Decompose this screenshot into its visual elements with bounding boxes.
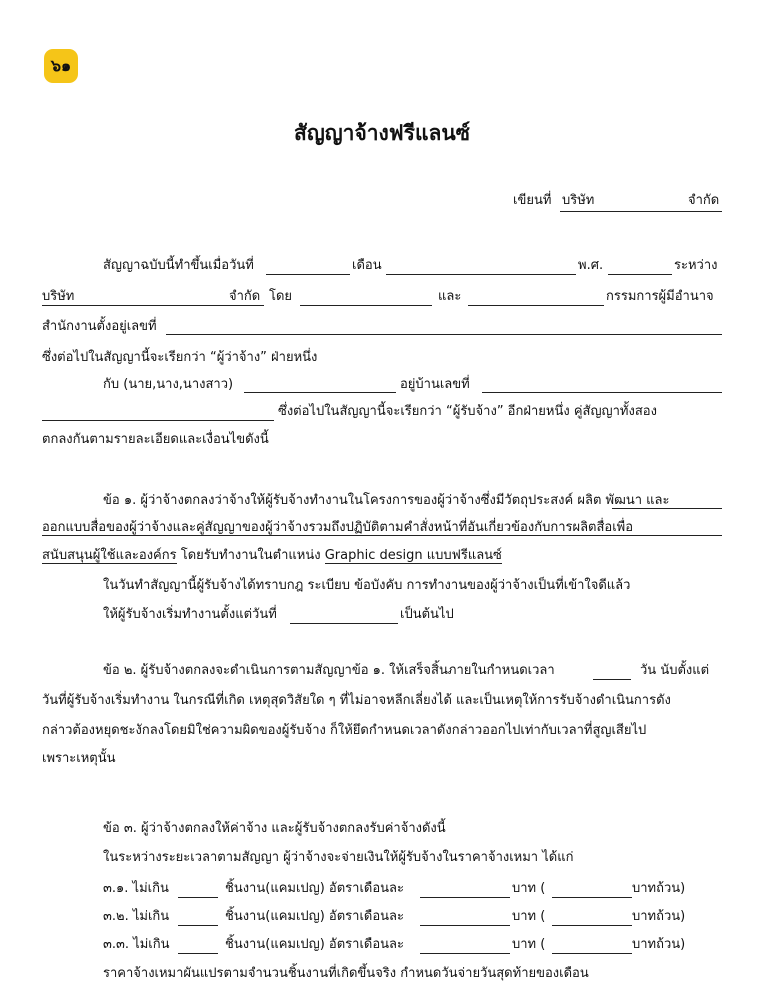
brand-logo: ๖๑ [44,49,78,83]
house-number-label: อยู่บ้านเลขที่ [400,377,470,392]
clause2-line3: กล่าวต้องหยุดชะงักลงโดยมิใช่ความผิดของผู้รับจ้าง ก็ให้ยึดกำหนดเวลาดังกล่าวออกไปเท่ากับเวลาที่สูญเสียไป [42,723,647,738]
contractor-name-field[interactable] [244,392,396,393]
clause2-line2: วันที่ผู้รับจ้างเริ่มทำงาน ในกรณีที่เกิด เหตุสุดวิสัยใด ๆ ที่ไม่อาจหลีกเลี่ยงได้ และเป็นเหตุให้การรับจ้างดำเนินการดัง [42,693,671,708]
item2-words-field[interactable] [552,925,632,926]
clause3-item2-baht: บาท ( [512,909,546,924]
clause1-line2: ออกแบบสื่อของผู้ว่าจ้างและคู่สัญญาของผู้ว่าจ้างรวมถึงปฏิบัติตามคำสั่งหน้าที่อันเกี่ยวข้องกับการผลิตสื่อเพื่อ [42,520,634,535]
item1-pieces-field[interactable] [178,897,218,898]
clause2-days-label: วัน นับตั้งแต่ [640,663,710,678]
clause3-item3-close: บาทถ้วน) [632,937,686,952]
company-suffix-2: จำกัด [229,289,261,304]
clause1-line3 [42,547,502,565]
office-address-label: สำนักงานตั้งอยู่เลขที่ [42,319,157,334]
clause3-item3-unit: ชิ้นงาน(แคมเปญ) อัตราเดือนละ [225,937,404,952]
month-label: เดือน [352,258,382,273]
clause1-onwards: เป็นต้นไป [400,607,454,622]
year-label: พ.ศ. [578,258,604,273]
item3-words-field[interactable] [552,953,632,954]
clause3-item2-unit: ชิ้นงาน(แคมเปญ) อัตราเดือนละ [225,909,404,924]
authorized-director-label: กรรมการผู้มีอำนาจ [606,289,714,304]
contractor-title-label: กับ (นาย,นาง,นางสาว) [103,377,234,392]
clause3-line1: ข้อ ๓. ผู้ว่าจ้างตกลงให้ค่าจ้าง และผู้รับจ้างตกลงรับค่าจ้างดังนี้ [103,821,446,836]
between-label: ระหว่าง [674,258,718,273]
terms-intro: ตกลงกันตามรายละเอียดและเงื่อนไขดังนี้ [42,432,269,447]
clause1-purpose-underline [612,508,722,509]
clause1-position-text: โดยรับทำงานในตำแหน่ง [176,548,325,563]
director-1-field[interactable] [300,305,432,306]
item1-words-field[interactable] [552,897,632,898]
document-title: สัญญาจ้างฟรีแลนซ์ [294,121,470,145]
clause1-support-text: สนับสนุนผู้ใช้และองค์กร [42,548,177,563]
intro-date-label: สัญญาฉบับนี้ทำขึ้นเมื่อวันที่ [103,258,254,273]
by-label: โดย [269,289,293,304]
day-field[interactable] [266,274,350,275]
contractor-address-field[interactable] [42,420,274,421]
year-field[interactable] [608,274,672,275]
start-date-field[interactable] [290,623,398,624]
item2-pieces-field[interactable] [178,925,218,926]
clause3-item1-baht: บาท ( [512,881,546,896]
item1-rate-field[interactable] [420,897,510,898]
item2-rate-field[interactable] [420,925,510,926]
clause3-line2: ในระหว่างระยะเวลาตามสัญญา ผู้ว่าจ้างจะจ่ายเงินให้ผู้รับจ้างในราคาจ้างเหมา ได้แก่ [103,850,574,865]
employer-definition: ซึ่งต่อไปในสัญญานี้จะเรียกว่า “ผู้ว่าจ้าง” ฝ่ายหนึ่ง [42,350,318,365]
item3-rate-field[interactable] [420,953,510,954]
office-address-field[interactable] [166,334,722,335]
company-name-field[interactable] [560,211,722,212]
clause1-position-value: Graphic design แบบฟรีแลนซ์ [324,548,502,563]
clause3-item2-close: บาทถ้วน) [632,909,686,924]
house-number-field[interactable] [482,392,722,393]
clause3-line6: ราคาจ้างเหมาผันแปรตามจำนวนชิ้นงานที่เกิดขึ้นจริง กำหนดวันจ่ายวันสุดท้ายของเดือน [103,966,589,981]
clause3-item1-close: บาทถ้วน) [632,881,686,896]
clause3-item2-no: ๓.๒. ไม่เกิน [103,909,170,924]
and-label: และ [438,289,462,304]
company-prefix: บริษัท [562,193,595,208]
clause3-item1-no: ๓.๑. ไม่เกิน [103,881,169,896]
clause3-item3-no: ๓.๓. ไม่เกิน [103,937,170,952]
clause1-line2-underline [42,535,722,536]
clause3-item3-baht: บาท ( [512,937,546,952]
clause1-start-label: ให้ผู้รับจ้างเริ่มทำงานตั้งแต่วันที่ [103,607,277,622]
clause2-line4: เพราะเหตุนั้น [42,751,116,766]
month-field[interactable] [386,274,576,275]
clause3-item1-unit: ชิ้นงาน(แคมเปญ) อัตราเดือนละ [225,881,404,896]
company-suffix: จำกัด [688,193,720,208]
company-prefix-2: บริษัท [42,289,75,304]
duration-days-field[interactable] [593,679,631,680]
written-at-label: เขียนที่ [513,193,552,208]
clause1-line1: ข้อ ๑. ผู้ว่าจ้างตกลงว่าจ้างให้ผู้รับจ้างทำงานในโครงการของผู้ว่าจ้างซึ่งมีวัตถุประสงค์ ผลิต พัฒนา และ [103,493,670,508]
clause2-line1: ข้อ ๒. ผู้รับจ้างตกลงจะดำเนินการตามสัญญาข้อ ๑. ให้เสร็จสิ้นภายในกำหนดเวลา [103,663,555,678]
director-2-field[interactable] [468,305,604,306]
clause1-line4: ในวันทำสัญญานี้ผู้รับจ้างได้ทราบกฎ ระเบียบ ข้อบังคับ การทำงานของผู้ว่าจ้างเป็นที่เข้าใจดีแล้ว [103,578,631,593]
contractor-definition: ซึ่งต่อไปในสัญญานี้จะเรียกว่า “ผู้รับจ้าง” อีกฝ่ายหนึ่ง คู่สัญญาทั้งสอง [278,404,657,419]
item3-pieces-field[interactable] [178,953,218,954]
